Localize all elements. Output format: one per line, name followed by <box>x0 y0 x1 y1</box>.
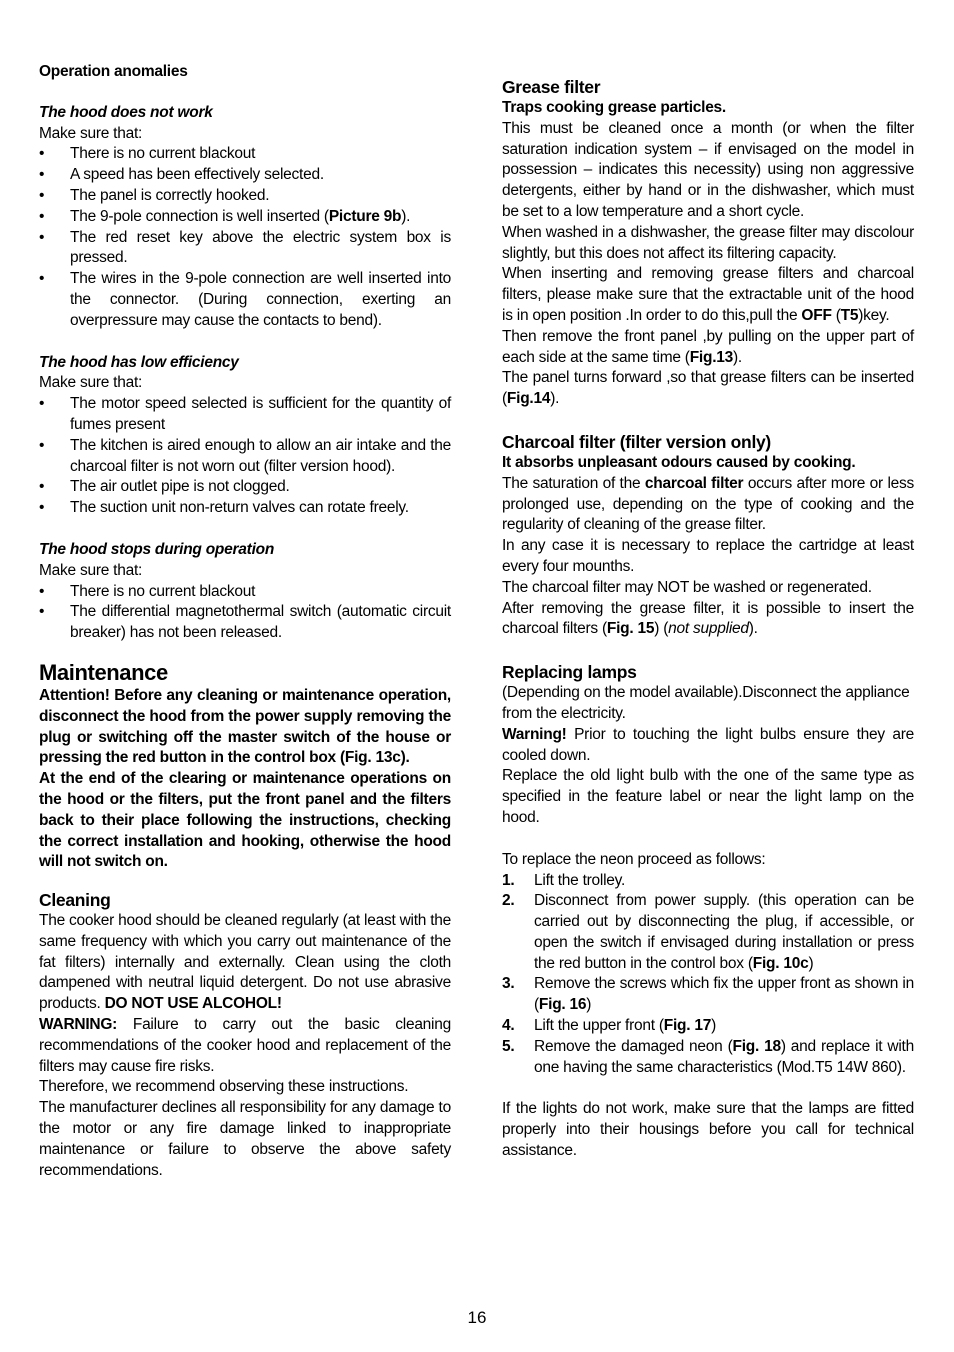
grease-filter-subtitle: Traps cooking grease particles. <box>502 99 726 116</box>
list-item <box>39 186 451 207</box>
off-key-label: OFF <box>801 306 832 324</box>
make-sure-label: Make sure that: <box>39 374 143 392</box>
numbered-step <box>502 1016 914 1037</box>
figure-reference: Fig. 17 <box>663 1017 712 1035</box>
grease-p5-text: The panel turns forward ,so that grease filters can be inserted ( <box>502 369 914 408</box>
fig-15-ref: Fig. 15 <box>606 620 655 638</box>
cleaning-text: The cooker hood should be cleaned regularly (at least with the same frequency with which you carry out maintenance of the fat filters) internally and externally. Clean using the cloth dampened with neutral liquid detergent. Do not use abrasive products. <box>39 912 451 1013</box>
replacing-lamps-heading: Replacing lamps <box>502 662 637 683</box>
grease-paragraph-2: When washed in a dishwasher, the grease filter may discolour slightly, but this does not affect its filtering capacity. <box>502 223 914 262</box>
bullet-marker: • <box>39 499 45 517</box>
step-number: 5. <box>502 1037 515 1055</box>
numbered-step <box>502 871 914 892</box>
figure-reference: Fig. 10c <box>752 954 809 972</box>
list-item <box>39 269 451 331</box>
bullet-list-not-work <box>39 144 451 331</box>
subsection-title-low-efficiency: The hood has low efficiency <box>39 353 239 371</box>
page-number: 16 <box>467 1308 487 1327</box>
make-sure-label: Make sure that: <box>39 561 143 579</box>
cleaning-heading: Cleaning <box>39 890 111 911</box>
step-number: 1. <box>502 871 515 889</box>
item-text: The 9-pole connection is well inserted ( <box>70 207 329 225</box>
step-number: 2. <box>502 892 515 910</box>
anomalies-title: Operation anomalies <box>39 63 188 80</box>
warning-text: Failure to carry out the basic cleaning recommendations of the cooker hood and replacement of the filters may cause fire risks. <box>39 1016 451 1075</box>
cleaning-paragraph <box>39 911 451 1015</box>
bullet-marker: • <box>39 207 45 225</box>
bullet-marker: • <box>39 166 45 184</box>
bullet-marker: • <box>39 436 45 454</box>
list-item <box>39 228 451 270</box>
neon-steps-list <box>502 871 914 1079</box>
warning-label: WARNING: <box>39 1016 118 1034</box>
lamps-paragraph-3: Replace the old light bulb with the one of the same type as specified in the feature label or near the light lamp on the hood. <box>502 767 914 826</box>
cleaning-disclaimer: The manufacturer declines all responsibility for any damage to the motor or any fire damage linked to inappropriate maintenance or failure to observe the above safety recommendations. <box>39 1099 451 1179</box>
lamps-warning <box>502 725 914 767</box>
right-column <box>502 76 914 1162</box>
charcoal-p4-text: After removing the grease filter, it is possible to insert the charcoal filters ( <box>502 599 914 638</box>
lamps-warning-text: Prior to touching the light bulbs ensure they are cooled down. <box>502 725 914 764</box>
grease-p5-text: ). <box>550 390 560 408</box>
charcoal-p4-text: ) ( <box>654 620 669 638</box>
bullet-marker: • <box>39 395 45 413</box>
lamps-final-paragraph: If the lights do not work, make sure that the lamps are fitted properly into their housings before you call for technical assistance. <box>502 1100 914 1160</box>
left-column <box>39 62 451 1181</box>
charcoal-filter-subtitle: It absorbs unpleasant odours caused by cooking. <box>502 453 856 471</box>
bullet-marker: • <box>39 228 45 246</box>
step-number: 4. <box>502 1017 515 1035</box>
bullet-marker: • <box>39 186 45 204</box>
neon-intro: To replace the neon proceed as follows: <box>502 850 766 868</box>
item-text: A speed has been effectively selected. <box>70 166 324 184</box>
list-item <box>39 207 451 228</box>
item-text: Lift the upper front ( <box>534 1017 664 1035</box>
cleaning-warning <box>39 1015 451 1077</box>
numbered-step <box>502 974 914 1016</box>
charcoal-paragraph-2: In any case it is necessary to replace the cartridge at least every four mounths. <box>502 537 914 575</box>
grease-p4-text: Then remove the front panel ,by pulling on the upper part of each side at the same time ( <box>502 327 914 366</box>
item-text: Remove the damaged neon ( <box>534 1037 733 1055</box>
item-text: The kitchen is aired enough to allow an air intake and the charcoal filter is not worn out (filter version hood). <box>70 436 451 475</box>
item-text: The suction unit non-return valves can rotate freely. <box>70 499 409 517</box>
list-item <box>39 498 451 519</box>
list-item <box>39 394 451 436</box>
charcoal-paragraph-1 <box>502 474 914 536</box>
not-supplied-note: not supplied <box>668 620 749 638</box>
fig-13-ref: Fig.13 <box>689 348 734 366</box>
grease-p3-text: When inserting and removing grease filters and charcoal filters, please make sure that the extractable unit of the hood is in open position .In order to do this,pull the <box>502 265 914 324</box>
item-text: The differential magnetothermal switch (automatic circuit breaker) has not been released. <box>70 603 451 642</box>
fig-14-ref: Fig.14 <box>506 390 551 408</box>
maintenance-attention: Attention! Before any cleaning or maintenance operation, disconnect the hood from the power supply removing the plug or switching off the master switch of the house or pressing the red button in the control box (Fig. 13c). <box>39 686 451 767</box>
item-text: ) and replace it with one having the same characteristics (Mod.T5 14W 860). <box>534 1037 914 1076</box>
item-text: There is no current blackout <box>70 145 256 163</box>
grease-p3-text: ( <box>831 306 841 324</box>
numbered-step <box>502 891 914 974</box>
subsection-title-stops: The hood stops during operation <box>39 540 275 558</box>
item-text: ) <box>808 954 814 972</box>
charcoal-p1-text: The saturation of the <box>502 474 645 492</box>
list-item <box>39 144 451 165</box>
item-text: The panel is correctly hooked. <box>70 186 270 204</box>
lamps-warning-label: Warning! <box>502 725 567 743</box>
grease-paragraph-5 <box>502 368 914 410</box>
bullet-marker: • <box>39 145 45 163</box>
charcoal-p1-text: occurs after more or less prolonged use, depending on the type of cooking and the regularity of cleaning of the grease filter. <box>502 474 915 534</box>
list-item <box>39 436 451 478</box>
bullet-marker: • <box>39 478 45 496</box>
item-text: The wires in the 9-pole connection are well inserted into the connector. (During connection, exerting an overpressure may cause the contacts to bend). <box>70 270 451 329</box>
charcoal-paragraph-4 <box>502 599 914 641</box>
figure-reference: Fig. 16 <box>538 996 587 1014</box>
grease-paragraph-3 <box>502 264 914 326</box>
item-text: Remove the screws which fix the upper front as shown in ( <box>534 975 914 1014</box>
numbered-step <box>502 1037 914 1079</box>
item-text: The air outlet pipe is not clogged. <box>70 478 290 496</box>
grease-p4-text: ). <box>733 348 742 366</box>
make-sure-label: Make sure that: <box>39 124 143 142</box>
charcoal-filter-term: charcoal filter <box>644 474 744 492</box>
no-alcohol-warning: DO NOT USE ALCOHOL! <box>104 995 282 1013</box>
t5-key-label: T5 <box>840 306 859 324</box>
figure-reference: Picture 9b <box>328 207 402 225</box>
maintenance-heading: Maintenance <box>39 659 168 685</box>
charcoal-filter-heading: Charcoal filter (filter version only) <box>502 431 771 452</box>
cleaning-recommend: Therefore, we recommend observing these instructions. <box>39 1078 409 1096</box>
list-item <box>39 602 451 644</box>
grease-paragraph-4 <box>502 327 914 369</box>
list-item <box>39 165 451 186</box>
bullet-list-stops <box>39 582 451 644</box>
figure-reference: Fig. 18 <box>732 1037 781 1055</box>
grease-p3-text: )key. <box>858 306 890 324</box>
list-item <box>39 477 451 498</box>
list-item <box>39 582 451 603</box>
item-text: The motor speed selected is sufficient for the quantity of fumes present <box>70 395 451 433</box>
bullet-marker: • <box>39 603 45 621</box>
grease-paragraph-1: This must be cleaned once a month (or when the filter saturation indication system – if envisaged on the model in possession – indicates this necessity) using non aggressive detergents, either by hand or in the dishwasher, which must be set to a low temperature and a short cycle. <box>502 119 914 220</box>
step-number: 3. <box>502 975 515 993</box>
lamps-paragraph-1: (Depending on the model available).Disconnect the appliance from the electricity. <box>502 684 910 722</box>
bullet-list-low-efficiency <box>39 394 451 519</box>
charcoal-paragraph-3: The charcoal filter may NOT be washed or regenerated. <box>502 578 872 596</box>
item-text: ) <box>711 1017 717 1035</box>
grease-filter-heading: Grease filter <box>502 77 601 97</box>
subsection-title-not-work: The hood does not work <box>39 103 213 121</box>
item-text: The red reset key above the electric system box is pressed. <box>70 228 451 267</box>
item-text: Lift the trolley. <box>534 871 626 889</box>
bullet-marker: • <box>39 582 45 600</box>
bullet-marker: • <box>39 270 45 288</box>
item-text: ) <box>586 996 592 1014</box>
item-text: There is no current blackout <box>70 582 256 600</box>
item-text: ). <box>401 207 411 225</box>
maintenance-end-note: At the end of the clearing or maintenance operations on the hood or the filters, put the front panel and the filters back to their place following the instructions, checking the correct installation and hooking, otherwise the hood will not switch on. <box>39 770 451 871</box>
charcoal-p4-text: ). <box>748 620 758 638</box>
item-text: Disconnect from power supply. (this operation can be carried out by disconnecting the plug, if accessible, or open the switch if envisaged during installation or press the red button in the control box ( <box>534 892 914 972</box>
